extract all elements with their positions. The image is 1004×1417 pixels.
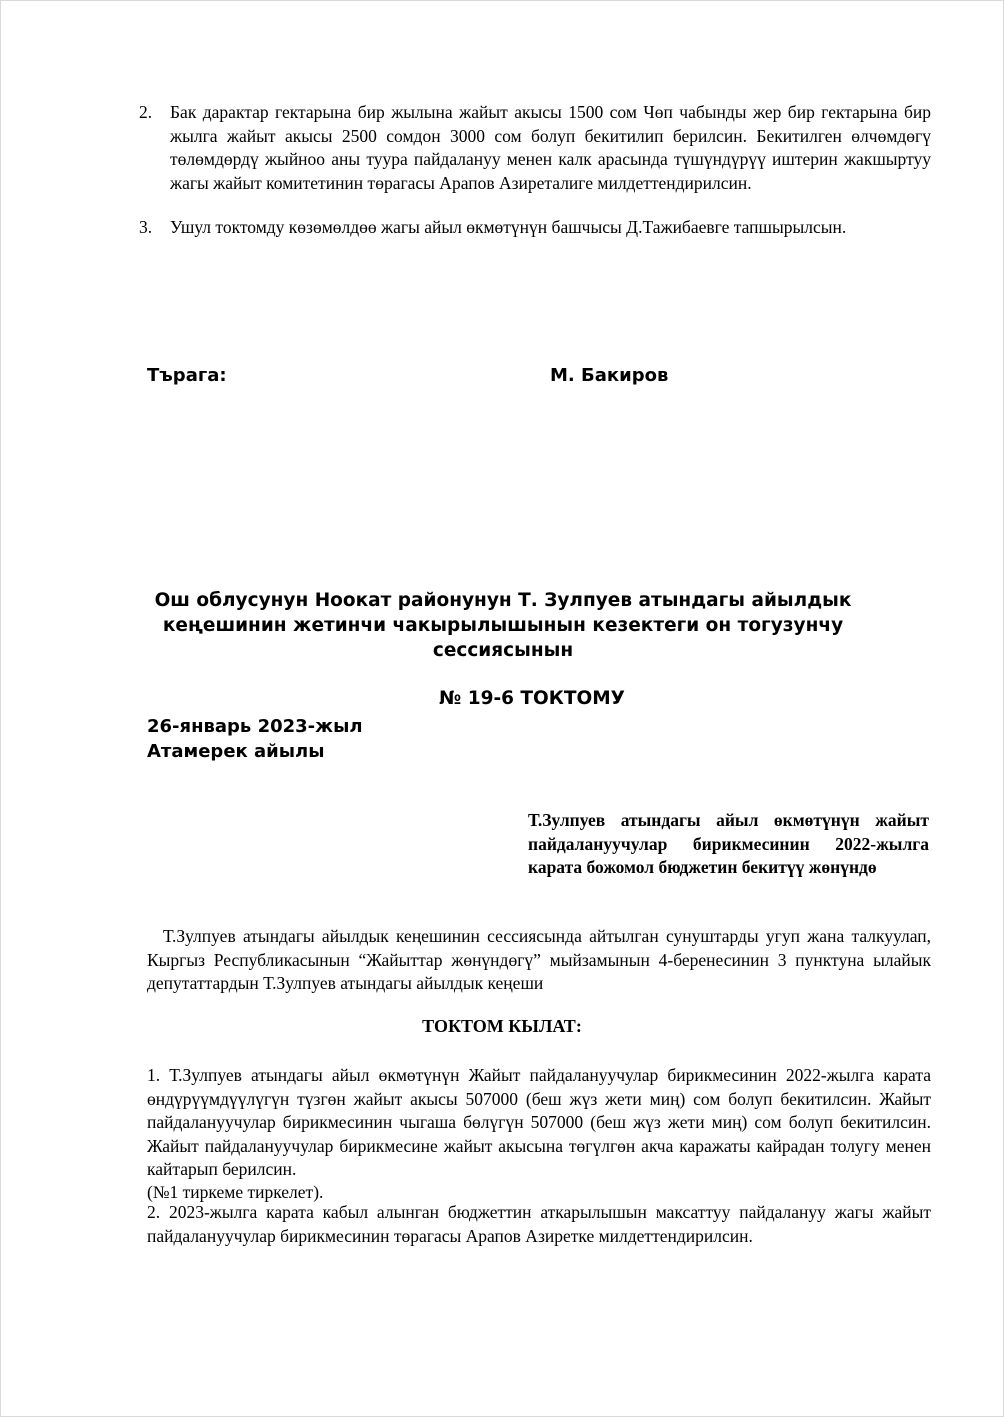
resolution-subject: Т.Зулпуев атындагы айыл өкмөтүнүн жайыт пайдалануучулар бирикмесинин 2022-жылга карата божомол бюджетин бекитүү жөнүндө xyxy=(528,810,929,877)
date-place-block xyxy=(147,714,363,764)
paragraph-1: 1. Т.Зулпуев атындагы айыл өкмөтүнүн Жайыт пайдалануучулар бирикмесинин 2022-жылга карата өндүрүүмдүүлүгүн түзгөн жайыт акысы 507000 (беш жүз жети миң) сом болуп бекитилсин. Жайыт пайдалануучулар бирикмесинин чыгаша бөлүгүн 507000 (беш жүз жети миң) сом болуп бекитилсин. Жайыт пайдалануучулар бирикмесине жайыт акысына төгүлгөн акча каражаты кайрадан толугу менен кайтарып берилсин. xyxy=(147,1065,931,1179)
list-item-text: Ушул токтомду көзөмөлдөө жагы айыл өкмөтүнүн башчысы Д.Тажибаевге тапшырылсын. xyxy=(170,217,847,237)
resolution-number: № 19-6 ТОКТОМУ xyxy=(439,688,625,709)
list-item-number: 3. xyxy=(139,217,153,237)
list-item-text: Бак дарактар гектарына бир жылына жайыт акысы 1500 сом Чөп чабынды жер бир гектарына бир жылга жайыт акысы 2500 сомдон 3000 сом болуп бекитилип берилсин. Бекитилген өлчөмдөгү төлөмдөрдү жыйноо аны туура пайдалануу менен калк арасында түшүндүрүү иштерин жакшыртуу жагы жайыт комитетинин төрагасы Арапов Азирeталиге милдеттендирилсин. xyxy=(170,102,931,193)
decree-heading: ТОКТОМ КЫЛАТ: xyxy=(422,1016,582,1036)
list-item-2 xyxy=(139,101,931,195)
list-item-3 xyxy=(139,216,931,240)
document-heading: Ош облусунун Ноокат районунун Т. Зулпуев атындагы айылдык кеңешинин жетинчи чакырылышынын кезектеги он тогузунчу сессиясынын xyxy=(154,590,852,661)
list-item-number: 2. xyxy=(139,102,153,122)
resolution-place: Атамерек айылы xyxy=(147,741,325,762)
signature-name: М. Бакиров xyxy=(550,365,669,386)
preamble-paragraph: Т.Зулпуев атындагы айылдык кеңешинин сессиясында айтылган сунуштарды угуп жана талкуулап, Кыргыз Республикасынын “Жайыттар жөнүндөгү” мыйзамынын 4-беренесинин 3 пунктуна ылайык депутаттардын Т.Зулпуев атындагы айылдык кеңеши xyxy=(147,926,931,993)
resolution-date: 26-январь 2023-жыл xyxy=(147,716,363,737)
paragraph-2: 2. 2023-жылга карата кабыл алынган бюджеттин аткарылышын максаттуу пайдалануу жагы жайыт пайдалануучулар бирикмесинин төрагасы Арапов Азиретке милдеттендирилсин. xyxy=(147,1202,931,1246)
annex-note: (№1 тиркеме тиркелет). xyxy=(147,1182,324,1202)
signature-role: Търага: xyxy=(147,365,227,386)
